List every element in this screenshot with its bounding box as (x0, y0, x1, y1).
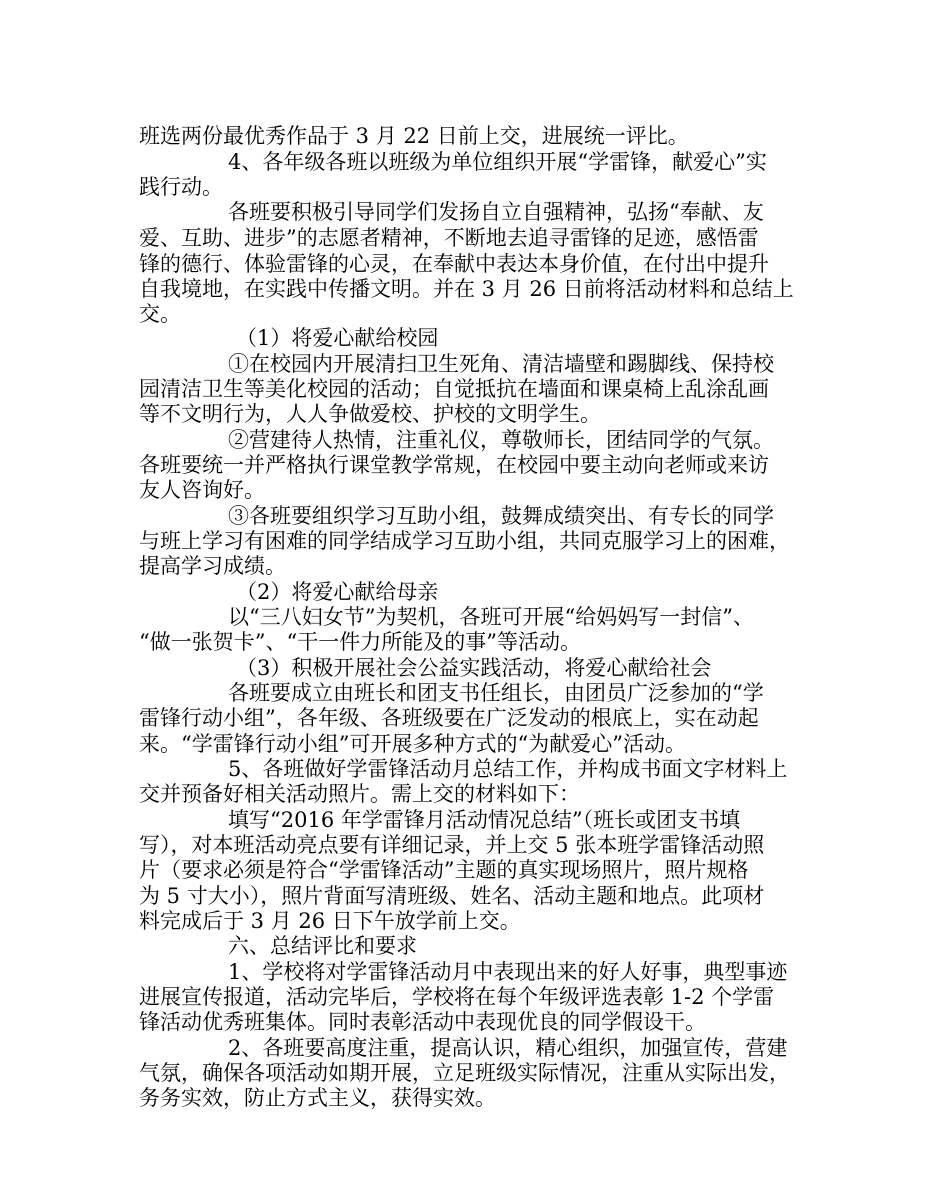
section-heading: （1）将爱心献给校园 (236, 326, 439, 350)
text-line: 进展宣传报道，活动完毕后，学校将在每个年级评选表彰 1-2 个学雷 (139, 985, 775, 1009)
text-line: 爱、互助、进步”的志愿者精神，不断地去追寻雷锋的足迹，感悟雷 (139, 226, 759, 250)
text-line: 填写“2016 年学雷锋月活动情况总结”（班长或团支书填 (228, 808, 741, 832)
text-line: 4、各年级各班以班级为单位组织开展“学雷锋，献爱心”实 (228, 150, 767, 174)
text-line: 等不文明行为，人人争做爱校、护校的文明学生。 (139, 402, 601, 426)
text-line: 班选两份最优秀作品于 3 月 22 日前上交，进展统一评比。 (139, 124, 689, 148)
text-line: 写），对本班活动亮点要有详细记录，并上交 5 张本班学雷锋活动照 (139, 833, 765, 857)
text-line: 5、各班做好学雷锋活动月总结工作，并构成书面文字材料上 (228, 757, 788, 781)
text-line: 各班要积极引导同学们发扬自立自强精神，弘扬“奉献、友 (228, 200, 764, 224)
text-line: 务务实效，防止方式主义，获得实效。 (139, 1086, 496, 1110)
text-line: 雷锋行动小组”，各年级、各班级要在广泛发动的根底上，实在动起 (139, 706, 759, 730)
text-line: 提高学习成绩。 (139, 554, 286, 578)
section-heading: （2）将爱心献给母亲 (236, 580, 439, 604)
text-line: 2、各班要高度注重，提高认识，精心组织，加强宣传，营建 (228, 1036, 788, 1060)
section-heading: 六、总结评比和要求 (228, 934, 417, 958)
text-line: 交并预备好相关活动照片。需上交的材料如下： (139, 782, 580, 806)
text-line: 为 5 寸大小），照片背面写清班级、姓名、活动主题和地点。此项材 (139, 884, 765, 908)
text-line: 自我境地，在实践中传播文明。并在 3 月 26 日前将活动材料和总结上 (139, 277, 794, 301)
text-line: 锋的德行、体验雷锋的心灵，在奉献中表达本身价值，在付出中提升 (139, 252, 769, 276)
text-line: “做一张贺卡”、“干一件力所能及的事”等活动。 (139, 630, 581, 654)
text-line: 各班要成立由班长和团支书任组长，由团员广泛参加的“学 (228, 681, 764, 705)
text-line: 锋活动优秀班集体。同时表彰活动中表现优良的同学假设干。 (139, 1010, 706, 1034)
text-line: 与班上学习有困难的同学结成学习互助小组，共同克服学习上的困难， (139, 529, 790, 553)
text-line: 友人咨询好。 (139, 478, 265, 502)
text-line: ②营建待人热情，注重礼仪，尊敬师长，团结同学的气氛。 (228, 428, 774, 452)
text-line: 践行动。 (139, 175, 223, 199)
text-line: 片（要求必须是符合“学雷锋活动”主题的真实现场照片，照片规格 (139, 858, 749, 882)
text-line: 园清洁卫生等美化校园的活动；自觉抵抗在墙面和课桌椅上乱涂乱画 (139, 377, 769, 401)
text-line: 料完成后于 3 月 26 日下午放学前上交。 (139, 909, 521, 933)
text-line: 交。 (139, 302, 181, 326)
text-line: 气氛，确保各项活动如期开展，立足班级实际情况，注重从实际出发， (139, 1061, 790, 1085)
text-line: ③各班要组织学习互助小组，鼓舞成绩突出、有专长的同学 (228, 504, 774, 528)
section-heading: （3）积极开展社会公益实践活动，将爱心献给社会 (236, 656, 712, 680)
text-line: ①在校园内开展清扫卫生死角、清洁墙壁和踢脚线、保持校 (228, 352, 774, 376)
text-line: 各班要统一并严格执行课堂教学常规，在校园中要主动向老师或来访 (139, 453, 769, 477)
text-line: 以“三八妇女节”为契机，各班可开展“给妈妈写一封信”、 (228, 605, 754, 629)
text-line: 来。“学雷锋行动小组”可开展多种方式的“为献爱心”活动。 (139, 732, 686, 756)
text-line: 1、学校将对学雷锋活动月中表现出来的好人好事，典型事迹 (228, 960, 788, 984)
